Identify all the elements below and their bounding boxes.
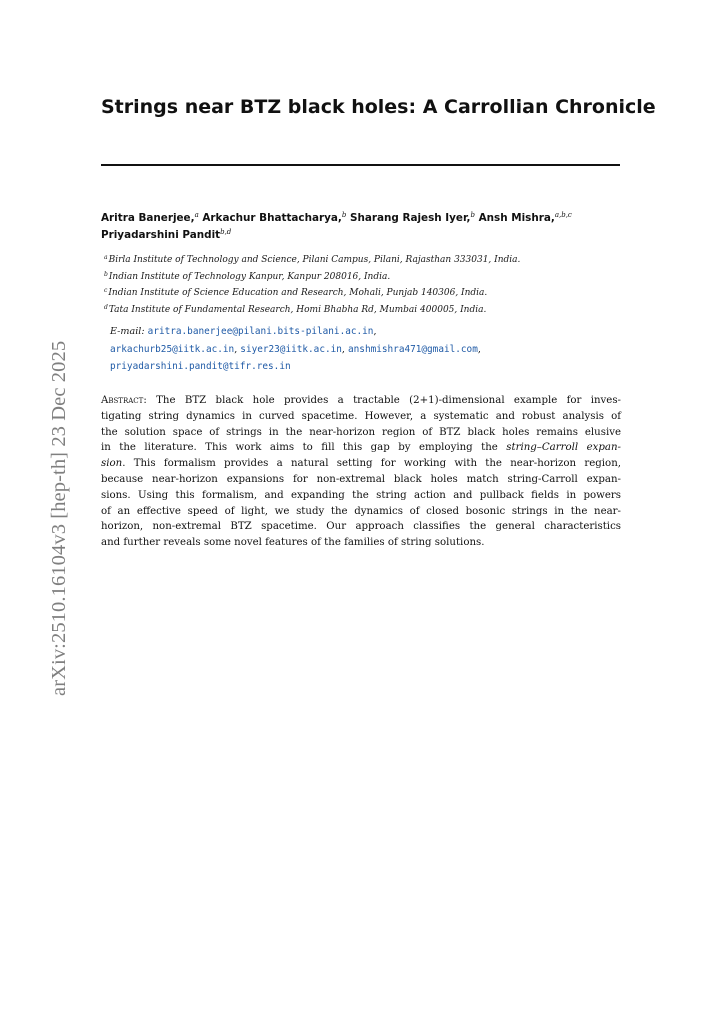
abstract-line: of an effective speed of light, we study the dynamics of closed bosonic strings in the near- — [101, 505, 621, 517]
author-name: Arkachur Bhattacharya, — [202, 212, 342, 224]
affiliation-text: Indian Institute of Technology Kanpur, Kanpur 208016, India. — [108, 271, 391, 282]
abstract-line: tigating string dynamics in curved spacetime. However, a systematic and robust analysis of — [101, 410, 621, 422]
author-affiliation-mark: b — [341, 211, 347, 219]
affiliation-item — [104, 302, 624, 319]
abstract-line: the solution space of strings in the near-horizon region of BTZ black holes remains elusive — [101, 426, 621, 438]
author-affiliation-mark: b — [470, 211, 475, 219]
affiliation-text: Indian Institute of Science Education and Research, Mohali, Punjab 140306, India. — [108, 288, 488, 298]
abstract-label: Abstract — [101, 395, 144, 406]
affiliation-text: Tata Institute of Fundamental Research, Homi Bhabha Rd, Mumbai 400005, India. — [108, 304, 487, 315]
affiliation-mark: a — [104, 254, 108, 261]
author-affiliation-mark: b,d — [220, 228, 232, 236]
author-name: Priyadarshini Pandit — [101, 229, 221, 241]
author-name: Aritra Banerjee, — [101, 212, 195, 224]
abstract-text: . This formalism provides a natural setting for working with the near-horizon region, — [122, 458, 621, 470]
email-link[interactable]: priyadarshini.pandit@tifr.res.in — [110, 361, 291, 372]
paper-title: Strings near BTZ black holes: A Carrollian Chronicle — [101, 96, 656, 118]
email-block — [110, 323, 630, 376]
abstract-line: and further reveals some novel features of the families of string solutions. — [101, 537, 485, 549]
email-link[interactable]: arkachurb25@iitk.ac.in — [110, 343, 235, 355]
email-link[interactable]: siyer23@iitk.ac.in — [240, 343, 342, 355]
email-link[interactable]: aritra.banerjee@pilani.bits-pilani.ac.in — [147, 326, 374, 337]
abstract-text: in the literature. This work aims to fill this gap by employing the — [101, 442, 507, 454]
abstract-line: sions. Using this formalism, and expanding the string action and pullback fields in powers — [101, 489, 621, 501]
abstract-text: : The BTZ black hole provides a tractable (2+1)-dimensional example for inves- — [143, 395, 621, 406]
email-line: E-mail: aritra.banerjee@pilani.bits-pilani.ac.in, — [110, 326, 377, 337]
author-list — [101, 210, 621, 244]
title-rule — [101, 164, 620, 166]
email-label: E-mail: — [110, 326, 145, 337]
abstract-emphasis: string–Carroll expan- — [506, 442, 621, 454]
author-affiliation-mark: a — [194, 211, 199, 219]
author-affiliation-mark: a,b,c — [554, 211, 572, 219]
affiliation-mark: d — [104, 303, 108, 311]
affiliation-text: Birla Institute of Technology and Science, Pilani Campus, Pilani, Rajasthan 333031, India. — [108, 255, 521, 265]
affiliation-mark: c — [104, 287, 108, 294]
author-name: Ansh Mishra, — [478, 212, 555, 224]
arxiv-identifier: arXiv:2510.16104v3 [hep-th] 23 Dec 2025 — [48, 340, 70, 696]
author-name: Sharang Rajesh Iyer, — [349, 212, 471, 224]
affiliation-item — [104, 285, 624, 302]
affiliation-mark: b — [104, 270, 108, 278]
abstract-line — [101, 456, 621, 472]
affiliation-list — [104, 252, 624, 318]
email-link[interactable]: anshmishra471@gmail.com — [348, 343, 478, 355]
affiliation-item — [104, 252, 624, 269]
email-line: arkachurb25@iitk.ac.in, siyer23@iitk.ac.in, anshmishra471@gmail.com, — [110, 343, 481, 355]
abstract — [101, 393, 621, 551]
abstract-emphasis: sion — [101, 458, 123, 470]
abstract-line: horizon, non-extremal BTZ spacetime. Our approach classifies the general characteristics — [101, 521, 621, 533]
abstract-line — [101, 393, 621, 409]
abstract-line — [101, 440, 621, 456]
affiliation-item — [104, 269, 624, 286]
abstract-line: because near-horizon expansions for non-extremal black holes match string-Carroll expan- — [101, 473, 621, 485]
email-line — [110, 358, 630, 376]
